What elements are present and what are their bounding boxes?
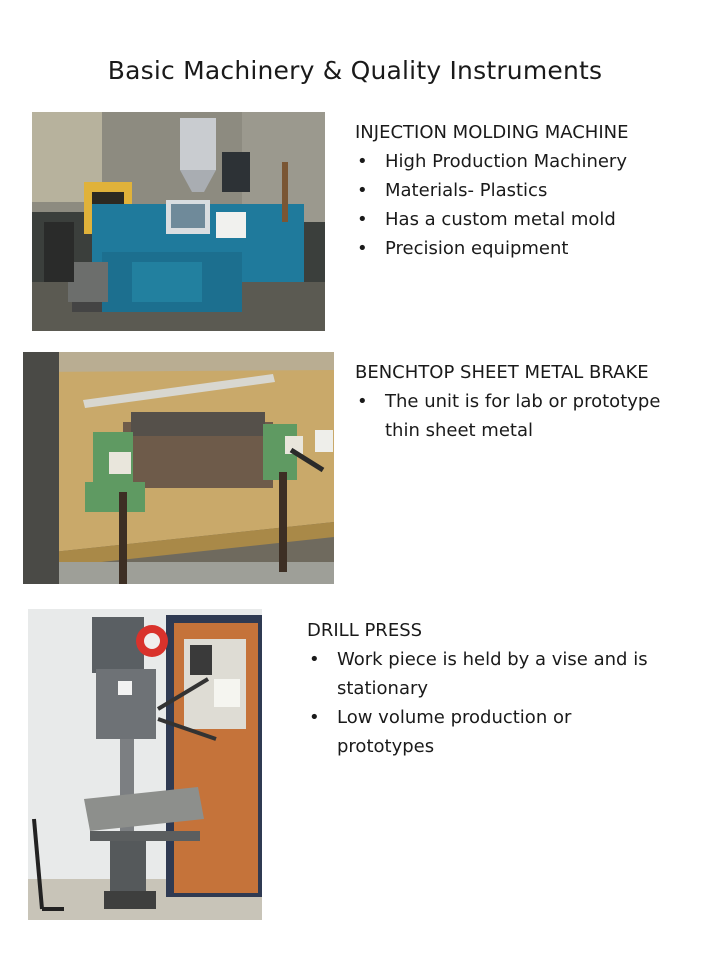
list-item: • Low volume production or prototypes <box>307 703 657 761</box>
bullet-list <box>355 387 700 445</box>
list-item: • Has a custom metal mold <box>355 205 695 234</box>
sheet-metal-brake-photo <box>23 352 334 584</box>
page-title: Basic Machinery & Quality Instruments <box>107 56 603 85</box>
list-item: • High Production Machinery <box>355 147 695 176</box>
bullet-list <box>307 645 657 761</box>
section-heading: BENCHTOP SHEET METAL BRAKE <box>355 362 649 383</box>
section-heading: INJECTION MOLDING MACHINE <box>355 122 629 143</box>
bullet-list <box>355 147 695 263</box>
injection-molding-section <box>355 118 695 263</box>
section-heading: DRILL PRESS <box>307 620 423 641</box>
injection-molding-machine-photo <box>32 112 325 331</box>
drill-press-section <box>307 616 687 761</box>
list-item: • Work piece is held by a vise and is stationary <box>307 645 657 703</box>
list-item: • Materials- Plastics <box>355 176 695 205</box>
sheet-metal-brake-section <box>355 358 700 445</box>
list-item: • Precision equipment <box>355 234 695 263</box>
list-item: • The unit is for lab or prototype thin sheet metal <box>355 387 700 445</box>
drill-press-photo <box>28 609 262 920</box>
